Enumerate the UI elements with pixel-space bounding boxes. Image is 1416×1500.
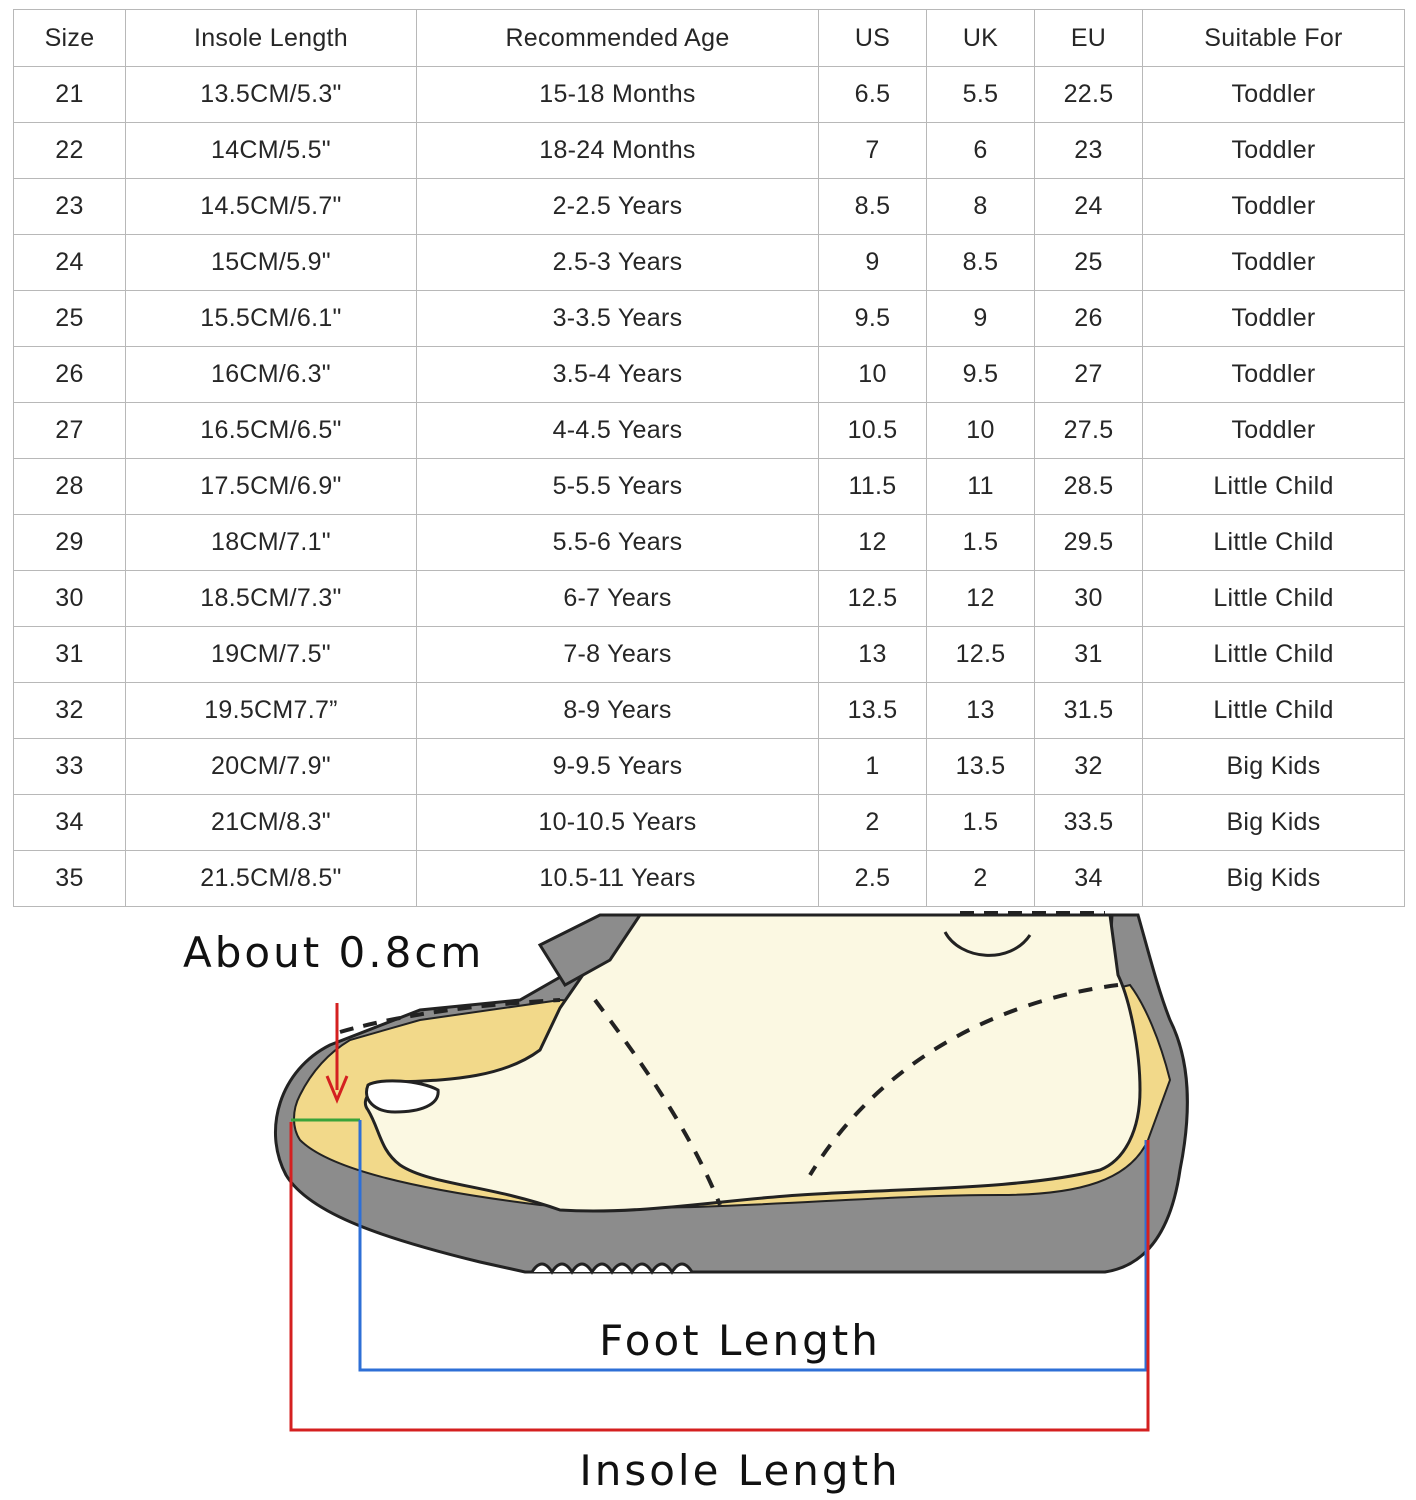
table-cell: 1.5 xyxy=(927,795,1035,851)
column-header: EU xyxy=(1035,10,1143,67)
table-cell: Big Kids xyxy=(1143,851,1405,907)
column-header: Recommended Age xyxy=(417,10,819,67)
table-cell: 25 xyxy=(1035,235,1143,291)
table-cell: Toddler xyxy=(1143,291,1405,347)
table-cell: 14.5CM/5.7" xyxy=(126,179,417,235)
table-cell: 2-2.5 Years xyxy=(417,179,819,235)
table-cell: Little Child xyxy=(1143,571,1405,627)
table-cell: 13.5 xyxy=(819,683,927,739)
table-cell: 2.5 xyxy=(819,851,927,907)
table-cell: 22 xyxy=(14,123,126,179)
table-cell: 6.5 xyxy=(819,67,927,123)
table-cell: 27.5 xyxy=(1035,403,1143,459)
table-row xyxy=(14,403,1405,459)
table-cell: 31 xyxy=(14,627,126,683)
table-cell: 13.5 xyxy=(927,739,1035,795)
column-header: UK xyxy=(927,10,1035,67)
table-cell: 6-7 Years xyxy=(417,571,819,627)
table-cell: 16CM/6.3" xyxy=(126,347,417,403)
table-cell: Little Child xyxy=(1143,515,1405,571)
table-header-row xyxy=(14,10,1405,67)
table-cell: 8-9 Years xyxy=(417,683,819,739)
table-row xyxy=(14,459,1405,515)
table-cell: 2.5-3 Years xyxy=(417,235,819,291)
table-cell: 3.5-4 Years xyxy=(417,347,819,403)
table-cell: 6 xyxy=(927,123,1035,179)
column-header: Insole Length xyxy=(126,10,417,67)
table-cell: 10 xyxy=(819,347,927,403)
table-cell: 12.5 xyxy=(819,571,927,627)
table-cell: 10.5-11 Years xyxy=(417,851,819,907)
table-row xyxy=(14,291,1405,347)
table-cell: 12.5 xyxy=(927,627,1035,683)
table-cell: 30 xyxy=(14,571,126,627)
table-cell: Toddler xyxy=(1143,179,1405,235)
table-row xyxy=(14,851,1405,907)
table-row xyxy=(14,123,1405,179)
table-cell: 13 xyxy=(819,627,927,683)
table-cell: 21.5CM/8.5" xyxy=(126,851,417,907)
table-cell: 18-24 Months xyxy=(417,123,819,179)
table-cell: 9.5 xyxy=(927,347,1035,403)
table-cell: 35 xyxy=(14,851,126,907)
table-cell: 18.5CM/7.3" xyxy=(126,571,417,627)
table-cell: 8 xyxy=(927,179,1035,235)
table-cell: 1 xyxy=(819,739,927,795)
table-cell: Little Child xyxy=(1143,627,1405,683)
table-cell: Toddler xyxy=(1143,403,1405,459)
table-row xyxy=(14,179,1405,235)
table-cell: Toddler xyxy=(1143,123,1405,179)
table-cell: 28 xyxy=(14,459,126,515)
table-cell: 11 xyxy=(927,459,1035,515)
size-chart-table xyxy=(13,9,1405,907)
table-cell: 5.5-6 Years xyxy=(417,515,819,571)
table-cell: 34 xyxy=(14,795,126,851)
table-cell: 14CM/5.5" xyxy=(126,123,417,179)
table-cell: 15-18 Months xyxy=(417,67,819,123)
table-cell: 3-3.5 Years xyxy=(417,291,819,347)
table-row xyxy=(14,683,1405,739)
foot-measurement-diagram xyxy=(0,903,1416,1500)
table-cell: 23 xyxy=(1035,123,1143,179)
table-cell: 2 xyxy=(927,851,1035,907)
table-cell: 11.5 xyxy=(819,459,927,515)
table-cell: 25 xyxy=(14,291,126,347)
table-cell: 27 xyxy=(1035,347,1143,403)
table-cell: Little Child xyxy=(1143,459,1405,515)
table-cell: 19.5CM7.7” xyxy=(126,683,417,739)
table-body xyxy=(14,67,1405,907)
table-cell: 21 xyxy=(14,67,126,123)
table-cell: 12 xyxy=(819,515,927,571)
column-header: US xyxy=(819,10,927,67)
table-cell: 4-4.5 Years xyxy=(417,403,819,459)
table-cell: 12 xyxy=(927,571,1035,627)
table-cell: Toddler xyxy=(1143,235,1405,291)
foot-length-label: Foot Length xyxy=(599,1316,881,1365)
table-cell: 31.5 xyxy=(1035,683,1143,739)
table-cell: 32 xyxy=(14,683,126,739)
table-cell: 26 xyxy=(1035,291,1143,347)
table-row xyxy=(14,571,1405,627)
table-cell: 2 xyxy=(819,795,927,851)
table-cell: Toddler xyxy=(1143,67,1405,123)
table-row xyxy=(14,739,1405,795)
table-row xyxy=(14,347,1405,403)
table-cell: 24 xyxy=(1035,179,1143,235)
column-header: Suitable For xyxy=(1143,10,1405,67)
table-cell: 16.5CM/6.5" xyxy=(126,403,417,459)
table-cell: 5-5.5 Years xyxy=(417,459,819,515)
table-cell: 9 xyxy=(927,291,1035,347)
table-cell: 10 xyxy=(927,403,1035,459)
table-cell: Big Kids xyxy=(1143,739,1405,795)
big-toe xyxy=(367,1081,439,1112)
table-cell: 21CM/8.3" xyxy=(126,795,417,851)
table-cell: 32 xyxy=(1035,739,1143,795)
column-header: Size xyxy=(14,10,126,67)
table-cell: 9.5 xyxy=(819,291,927,347)
table-cell: 28.5 xyxy=(1035,459,1143,515)
table-cell: 7 xyxy=(819,123,927,179)
table-cell: 5.5 xyxy=(927,67,1035,123)
toe-gap-label: About 0.8cm xyxy=(183,928,485,977)
table-cell: 29.5 xyxy=(1035,515,1143,571)
table-cell: 33.5 xyxy=(1035,795,1143,851)
table-cell: 8.5 xyxy=(819,179,927,235)
table-cell: 7-8 Years xyxy=(417,627,819,683)
table-cell: 24 xyxy=(14,235,126,291)
table-row xyxy=(14,235,1405,291)
table-cell: 8.5 xyxy=(927,235,1035,291)
table-cell: 9-9.5 Years xyxy=(417,739,819,795)
table-cell: Big Kids xyxy=(1143,795,1405,851)
table-row xyxy=(14,627,1405,683)
table-cell: 10-10.5 Years xyxy=(417,795,819,851)
table-cell: 29 xyxy=(14,515,126,571)
insole-length-label: Insole Length xyxy=(579,1446,901,1495)
table-cell: 13 xyxy=(927,683,1035,739)
table-row xyxy=(14,67,1405,123)
table-cell: 1.5 xyxy=(927,515,1035,571)
table-row xyxy=(14,795,1405,851)
table-cell: Toddler xyxy=(1143,347,1405,403)
table-cell: 15.5CM/6.1" xyxy=(126,291,417,347)
table-cell: 26 xyxy=(14,347,126,403)
table-cell: 27 xyxy=(14,403,126,459)
table-cell: 20CM/7.9" xyxy=(126,739,417,795)
table-cell: 23 xyxy=(14,179,126,235)
table-cell: 15CM/5.9" xyxy=(126,235,417,291)
table-cell: Little Child xyxy=(1143,683,1405,739)
table-cell: 13.5CM/5.3" xyxy=(126,67,417,123)
table-cell: 33 xyxy=(14,739,126,795)
table-cell: 30 xyxy=(1035,571,1143,627)
table-cell: 10.5 xyxy=(819,403,927,459)
table-cell: 31 xyxy=(1035,627,1143,683)
table-cell: 17.5CM/6.9" xyxy=(126,459,417,515)
table-cell: 22.5 xyxy=(1035,67,1143,123)
table-cell: 18CM/7.1" xyxy=(126,515,417,571)
table-cell: 34 xyxy=(1035,851,1143,907)
table-cell: 9 xyxy=(819,235,927,291)
table-row xyxy=(14,515,1405,571)
table-cell: 19CM/7.5" xyxy=(126,627,417,683)
